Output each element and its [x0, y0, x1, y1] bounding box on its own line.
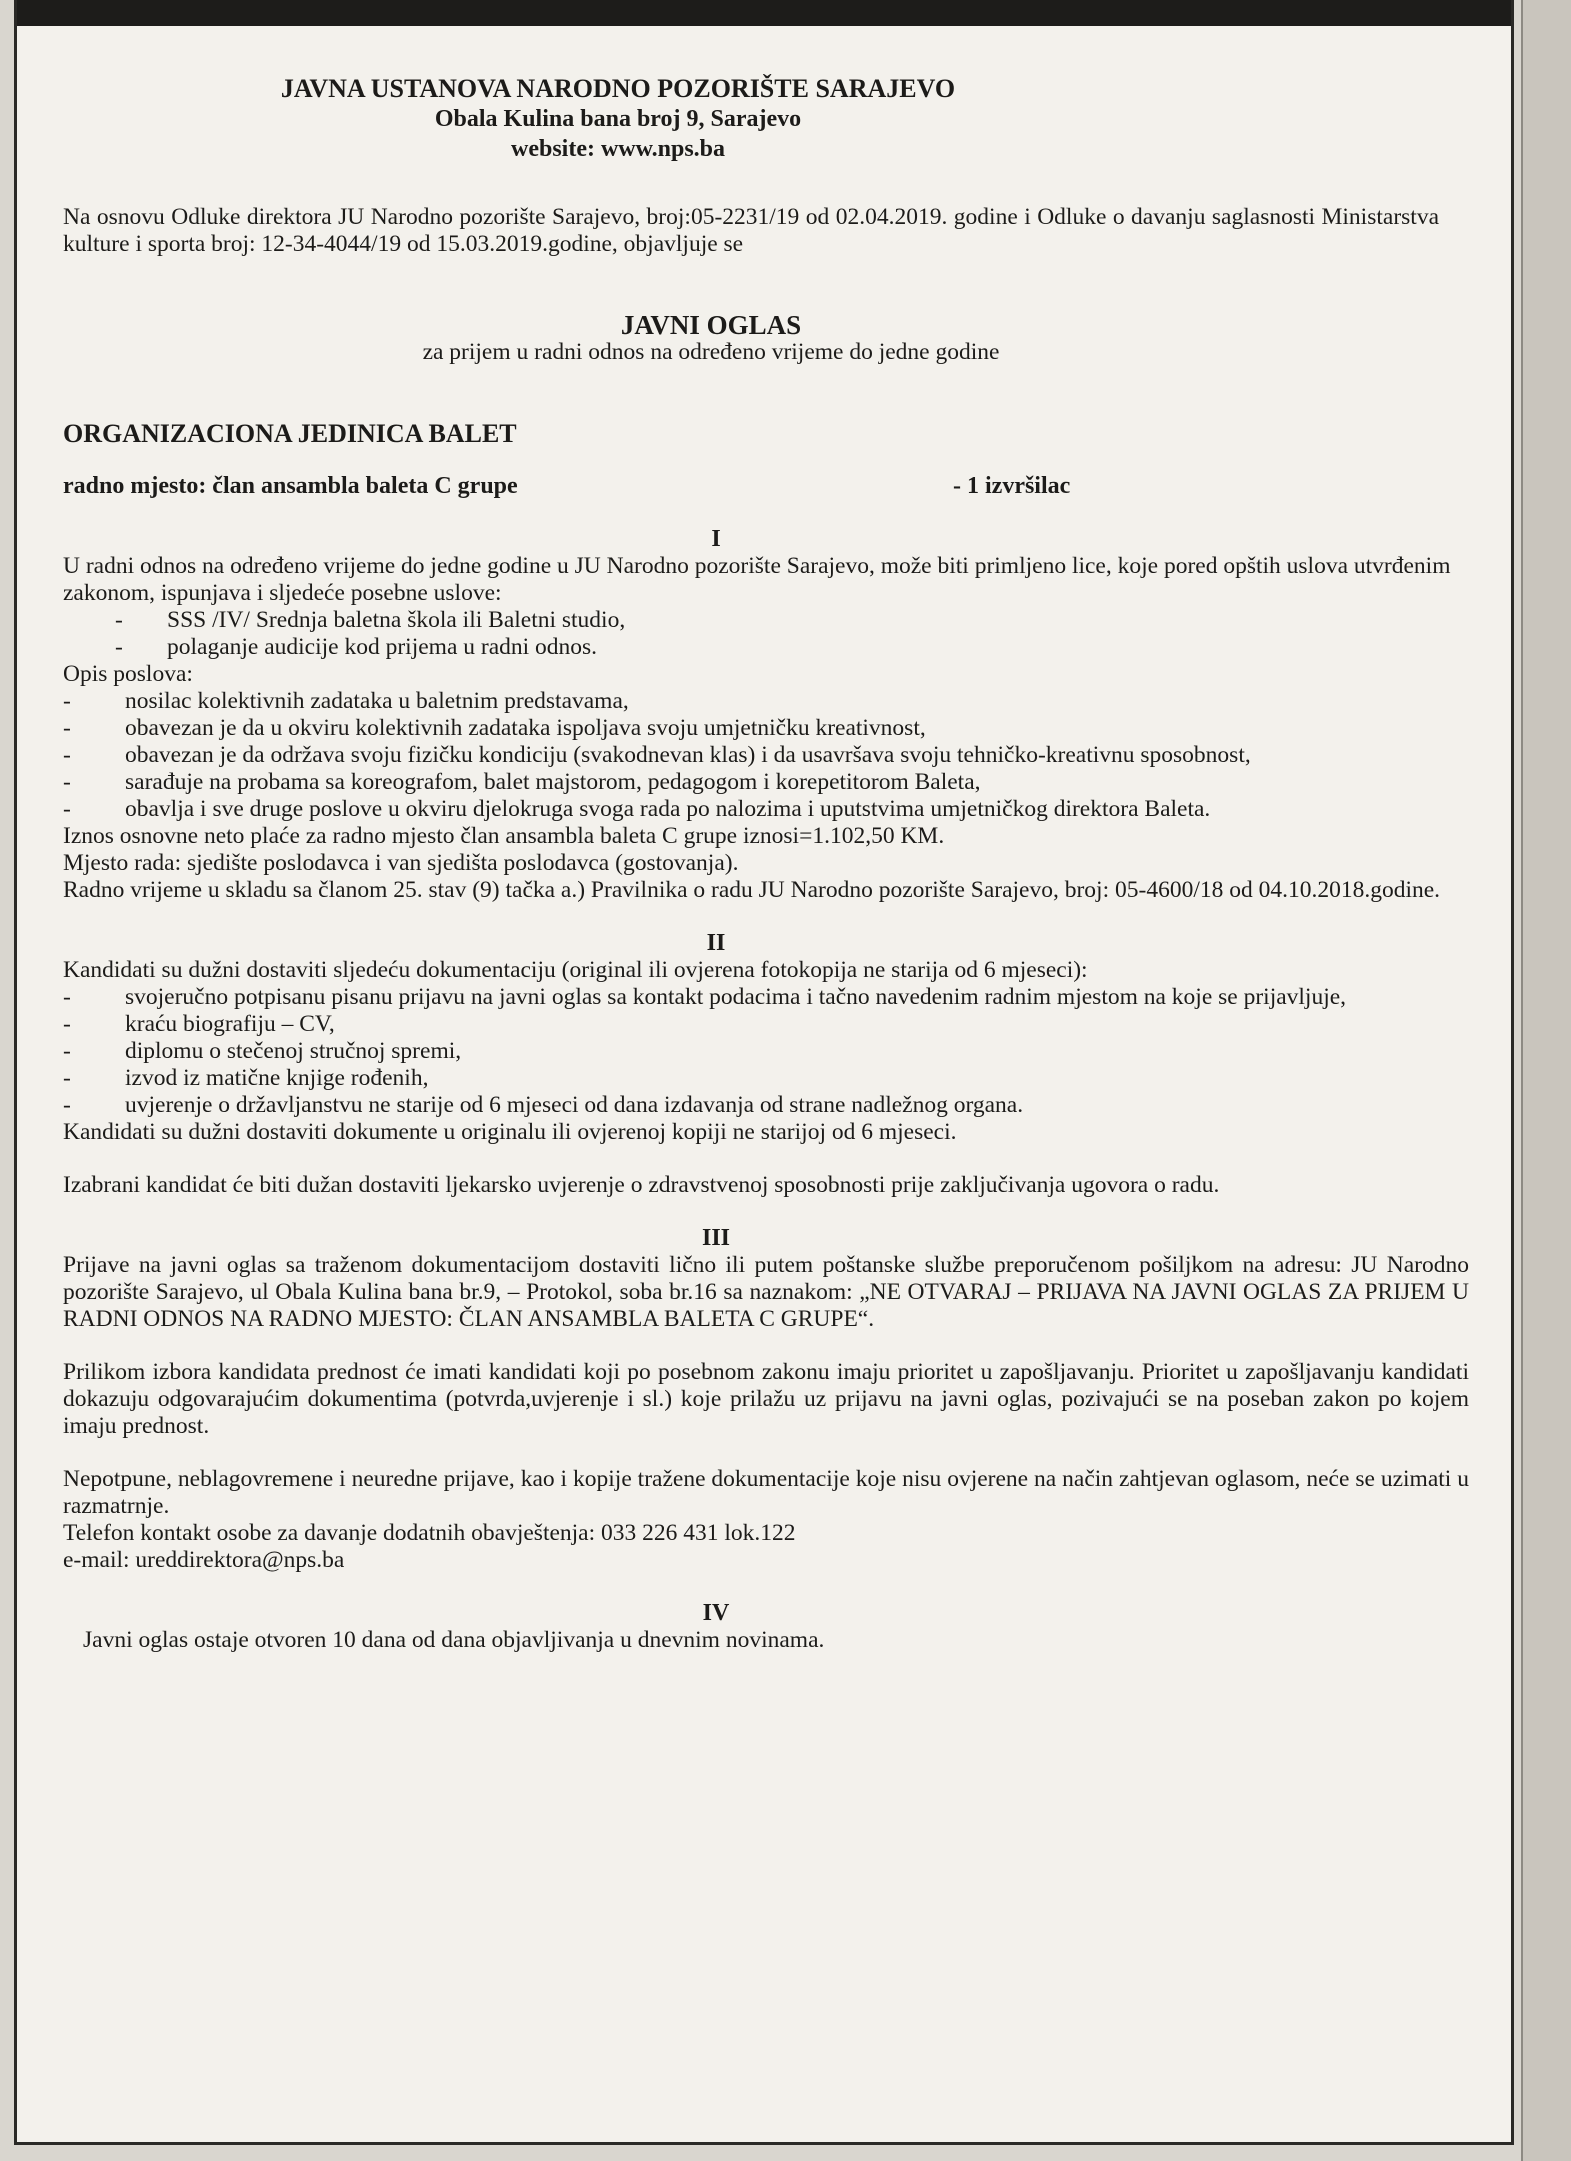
list-item: - kraću biografiju – CV, [63, 1011, 1469, 1038]
salary-text: Iznos osnovne neto plaće za radno mjesto član ansambla baleta C grupe iznosi=1.102,50 KM. [63, 823, 945, 849]
institution-address: Obala Kulina bana broj 9, Sarajevo [434, 106, 802, 132]
worktime-text: Radno vrijeme u skladu sa članom 25. stav (9) tačka a.) Pravilnika o radu JU Narodno pozorište Sarajevo, broj: 05-4600/18 od 04.10.2018.godine. [63, 877, 1441, 903]
workplace-text: Mjesto rada: sjedište poslodavca i van sjedišta poslodavca (gostovanja). [63, 850, 739, 876]
list-item: - obavezan je da u okviru kolektivnih zadataka ispoljava svoju umjetničku kreativnost, [63, 715, 1469, 742]
section-3-heading: III [701, 1225, 731, 1251]
list-item: - diplomu o stečenoj stručnoj spremi, [63, 1038, 1469, 1065]
priority-text: Prilikom izbora kandidata prednost će imati kandidati koji po posebnom zakonu imaju prioritet u zapošljavanju. Prioritet u zapošljavanju kandidati dokazuju odgovarajućim dokumentima (potvrda,uvjerenje i sl.) koje prilažu uz prijavu na javni oglas, pozivajući se na poseban zakon po kojem imaju prednost. [63, 1359, 1469, 1439]
list-item: - uvjerenje o državljanstvu ne starije od 6 mjeseci od dana izdavanja od strane nadležnog organa. [63, 1092, 1469, 1119]
list-item: - nosilac kolektivnih zadataka u baletnim predstavama, [63, 688, 1469, 715]
list-item: - obavezan je da održava svoju fizičku kondiciju (svakodnevan klas) i da usavršava svoju tehničko-kreativnu sposobnost, [63, 742, 1469, 769]
list-item: - SSS /IV/ Srednja baletna škola ili Baletni studio, [63, 607, 1469, 634]
notice-title: JAVNI OGLAS [620, 310, 802, 340]
duties-heading: Opis poslova: [63, 661, 193, 687]
org-unit: ORGANIZACIONA JEDINICA BALET [63, 419, 517, 448]
submission-text: Prijave na javni oglas sa traženom dokumentacijom dostaviti lično ili putem poštanske službe preporučenom pošiljkom na adresu: JU Narodno pozorište Sarajevo, ul Obala Kulina bana br.9, – Protokol, soba br.16 sa naznakom: „NE OTVARAJ – PRIJAVA NA JAVNI OGLAS ZA PRIJEM U RADNI ODNOS NA RADNO MJESTO: ČLAN ANSAMBLA BALETA C GRUPE“. [63, 1252, 1469, 1332]
section-4-text: Javni oglas ostaje otvoren 10 dana od dana objavljivanja u dnevnim novinama. [83, 1627, 825, 1653]
contact-email: e-mail: ureddirektora@nps.ba [63, 1547, 345, 1573]
conditions-list [63, 607, 1469, 661]
header [273, 74, 963, 164]
notice-subtitle: za prijem u radni odnos na određeno vrijeme do jedne godine [422, 339, 1000, 365]
adjacent-page-edge [1521, 0, 1571, 2161]
list-item: - svojeručno potpisanu pisanu prijavu na javni oglas sa kontakt podacima i tačno navedenim radnim mjestom na koje se prijavljuje, [63, 984, 1469, 1011]
section-2-text: Kandidati su dužni dostaviti sljedeću dokumentaciju (original ili ovjerena fotokopija ne starija od 6 mjeseci): [63, 957, 1088, 983]
medical-note: Izabrani kandidat će biti dužan dostaviti ljekarsko uvjerenje o zdravstvenoj sposobnosti prije zaključivanja ugovora o radu. [63, 1172, 1220, 1198]
section-4-heading: IV [702, 1600, 730, 1626]
notice-content [63, 74, 1469, 1654]
notice-sheet [14, 0, 1514, 2145]
documents-note: Kandidati su dužni dostaviti dokumente u originalu ili ovjerenoj kopiji ne starijoj od 6 mjeseci. [63, 1119, 957, 1145]
top-rule [17, 0, 1511, 26]
incomplete-text: Nepotpune, neblagovremene i neuredne prijave, kao i kopije tražene dokumentacije koje nisu ovjerene na način zahtjevan oglasom, neće se uzimati u razmatrnje. [63, 1466, 1469, 1519]
section-1-heading: I [711, 526, 721, 552]
list-item: - polaganje audicije kod prijema u radni odnos. [63, 634, 1469, 661]
list-item: - izvod iz matične knjige rođenih, [63, 1065, 1469, 1092]
documents-list [63, 984, 1469, 1119]
position-label: radno mjesto: član ansambla baleta C grupe [63, 473, 518, 499]
list-item: - sarađuje na probama sa koreografom, balet majstorom, pedagogom i korepetitorom Baleta, [63, 769, 1469, 796]
institution-name: JAVNA USTANOVA NARODNO POZORIŠTE SARAJEVO [280, 74, 956, 103]
section-1-text: U radni odnos na određeno vrijeme do jedne godine u JU Narodno pozorište Sarajevo, može biti primljeno lice, koje pored opštih uslova utvrđenim zakonom, ispunjava i sljedeće posebne uslove: [63, 553, 1451, 606]
duties-list [63, 688, 1469, 823]
position-row [63, 473, 1469, 500]
institution-website: website: www.nps.ba [510, 136, 726, 162]
intro-paragraph: Na osnovu Odluke direktora JU Narodno pozorište Sarajevo, broj:05-2231/19 od 02.04.2019. godine i Odluke o davanju saglasnosti Ministarstva kulture i sporta broj: 12-34-4044/19 od 15.03.2019.godine, objavljuje se [63, 204, 1439, 257]
position-count: - 1 izvršilac [953, 473, 1071, 499]
list-item: - obavlja i sve druge poslove u okviru djelokruga svoga rada po nalozima i uputstvima umjetničkog direktora Baleta. [63, 796, 1469, 823]
contact-phone: Telefon kontakt osobe za davanje dodatnih obavještenja: 033 226 431 lok.122 [63, 1520, 796, 1546]
section-2-heading: II [706, 930, 726, 956]
